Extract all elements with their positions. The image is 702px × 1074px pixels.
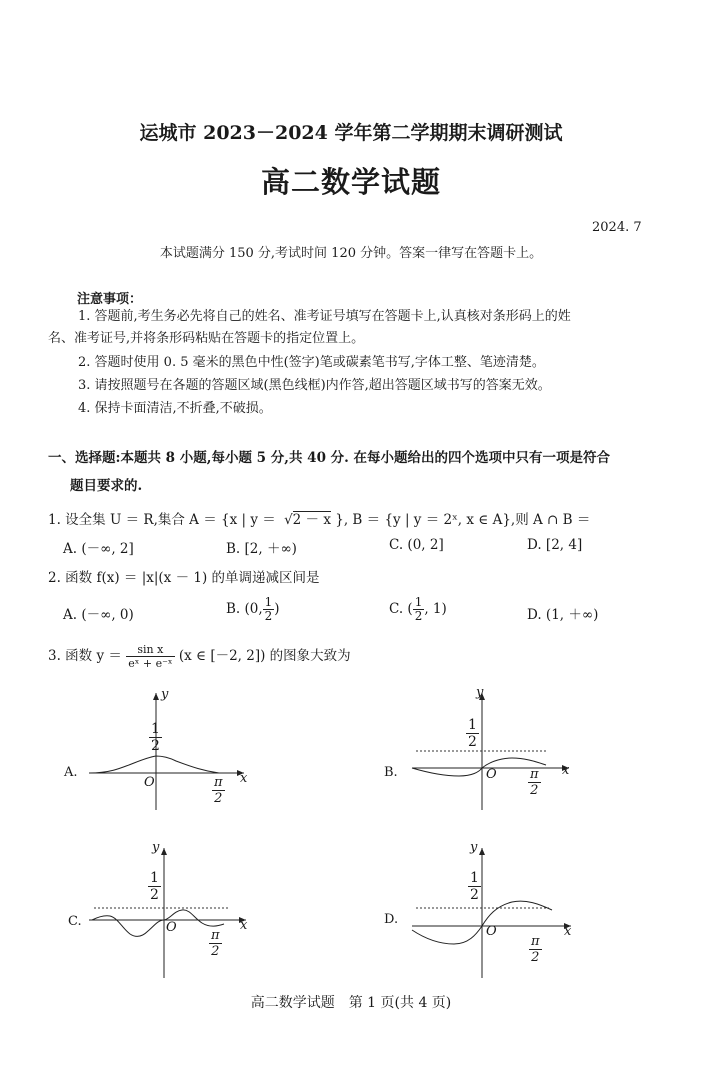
q1-option-b: B. [2, ＋∞) — [226, 541, 297, 557]
subject-title: 高二数学试题 — [260, 165, 441, 199]
question-1-stem — [48, 508, 590, 528]
q1-stem-a: 1. 设全集 U ＝ R,集合 A ＝ {x | y ＝ — [48, 512, 276, 528]
graph-c — [64, 840, 254, 980]
sqrt-symbol: √ — [284, 512, 293, 528]
fraction — [263, 596, 275, 623]
q1-option-a: A. (－∞, 2] — [63, 541, 134, 557]
exam-intro: 本试题满分 150 分,考试时间 120 分钟。答案一律写在答题卡上。 — [159, 246, 543, 261]
note-item-4: 4. 保持卡面清洁,不折叠,不破损。 — [78, 401, 272, 416]
fraction — [413, 596, 425, 623]
fraction-den: 2 — [211, 944, 220, 959]
graph-b-x-label: x — [562, 763, 570, 778]
fraction-num: 1 — [150, 870, 159, 886]
note-item-2: 2. 答题时使用 0. 5 毫米的黑色中性(签字)笔或碳素笔书写,字体工整、笔迹清楚。 — [78, 355, 545, 370]
q2-option-b — [226, 596, 280, 623]
graph-d-y-label: y — [470, 840, 478, 855]
graph-b-y-label: y — [476, 685, 484, 700]
notes-title: 注意事项： — [77, 292, 143, 307]
graph-c-half — [148, 870, 161, 903]
exam-date: 2024. 7 — [592, 220, 642, 235]
fraction-num: 1 — [151, 721, 160, 737]
exam-title: 运城市 2023－2024 学年第二学期期末调研测试 — [139, 122, 563, 144]
note-item-1-cont: 名、准考证号,并将条形码粘贴在答题卡的指定位置上。 — [48, 331, 365, 346]
graph-c-label: C. — [68, 914, 82, 929]
fraction-num: 1 — [264, 595, 273, 609]
graph-b-origin: O — [486, 767, 497, 782]
graph-d — [384, 840, 584, 980]
fraction-den: 2 — [150, 887, 159, 903]
graph-a-pi-half — [212, 775, 225, 806]
graph-d-pi-half — [529, 934, 542, 965]
q2-option-d: D. (1, ＋∞) — [527, 607, 599, 623]
fraction-num: 1 — [468, 717, 477, 733]
fraction-num: π — [211, 928, 220, 943]
q2-option-b-post: ) — [274, 601, 280, 617]
fraction-num: π — [530, 767, 539, 782]
fraction-den: 2 — [214, 791, 223, 806]
q2-option-c-pre: C. ( — [389, 601, 413, 617]
graph-c-y-label: y — [152, 840, 160, 855]
graph-a-origin: O — [144, 775, 155, 790]
graph-a-label: A. — [64, 765, 78, 780]
graph-c-origin: O — [166, 920, 177, 935]
q2-option-c — [389, 596, 447, 623]
fraction-num: π — [214, 775, 223, 790]
graph-d-origin: O — [486, 924, 497, 939]
fraction-den: 2 — [264, 609, 273, 623]
fraction-den: 2 — [414, 609, 423, 623]
graph-b — [384, 685, 584, 815]
graph-d-x-label: x — [564, 924, 572, 939]
fraction-num: sin x — [126, 643, 174, 657]
fraction-den: eˣ + e⁻ˣ — [128, 657, 173, 670]
fraction-den: 2 — [531, 950, 540, 965]
question-3-stem — [48, 643, 351, 670]
graph-b-label: B. — [384, 765, 398, 780]
q1-option-d: D. [2, 4] — [527, 537, 583, 553]
graph-d-label: D. — [384, 912, 399, 927]
fraction-den: 2 — [530, 783, 539, 798]
graph-d-plot — [384, 840, 584, 980]
q1-option-c: C. (0, 2] — [389, 537, 444, 553]
q2-option-c-post: , 1) — [424, 601, 447, 617]
q3-stem-post: (x ∈ [－2, 2]) 的图象大致为 — [178, 648, 351, 664]
graph-d-half — [468, 870, 481, 903]
q2-option-b-pre: B. (0, — [226, 601, 263, 617]
graph-a-y-label: y — [161, 687, 169, 702]
note-item-3: 3. 请按照题号在各题的答题区域(黑色线框)内作答,超出答题区域书写的答案无效。 — [78, 378, 551, 393]
fraction-den: 2 — [470, 887, 479, 903]
page-footer: 高二数学试题 第 1 页(共 4 页) — [250, 995, 452, 1011]
fraction-num: 1 — [414, 595, 423, 609]
section-heading: 一、选择题:本题共 8 小题,每小题 5 分,共 40 分. 在每小题给出的四个选项中只有一项是符合 — [48, 450, 611, 466]
q2-option-a: A. (－∞, 0) — [63, 607, 134, 623]
fraction — [126, 643, 174, 670]
question-2-stem: 2. 函数 f(x) ＝ |x|(x － 1) 的单调递减区间是 — [48, 570, 320, 586]
q1-stem-b: }, B ＝ {y | y ＝ 2ˣ, x ∈ A},则 A ∩ B ＝ — [335, 512, 591, 528]
graph-a-half — [149, 721, 162, 754]
graph-c-x-label: x — [240, 918, 248, 933]
graph-b-plot — [384, 685, 584, 815]
graph-b-half — [466, 717, 479, 750]
fraction-num: π — [531, 934, 540, 949]
graph-a — [64, 685, 254, 815]
fraction-den: 2 — [468, 734, 477, 750]
fraction-den: 2 — [151, 738, 160, 754]
graph-a-x-label: x — [240, 771, 248, 786]
q3-stem-pre: 3. 函数 y ＝ — [48, 648, 122, 664]
graph-c-pi-half — [209, 928, 222, 959]
graph-b-pi-half — [528, 767, 541, 798]
q1-root: 2 － x — [292, 512, 331, 528]
section-heading-cont: 题目要求的. — [70, 478, 143, 494]
note-item-1: 1. 答题前,考生务必先将自己的姓名、准考证号填写在答题卡上,认真核对条形码上的姓 — [78, 309, 571, 324]
fraction-num: 1 — [470, 870, 479, 886]
graph-c-plot — [64, 840, 254, 980]
